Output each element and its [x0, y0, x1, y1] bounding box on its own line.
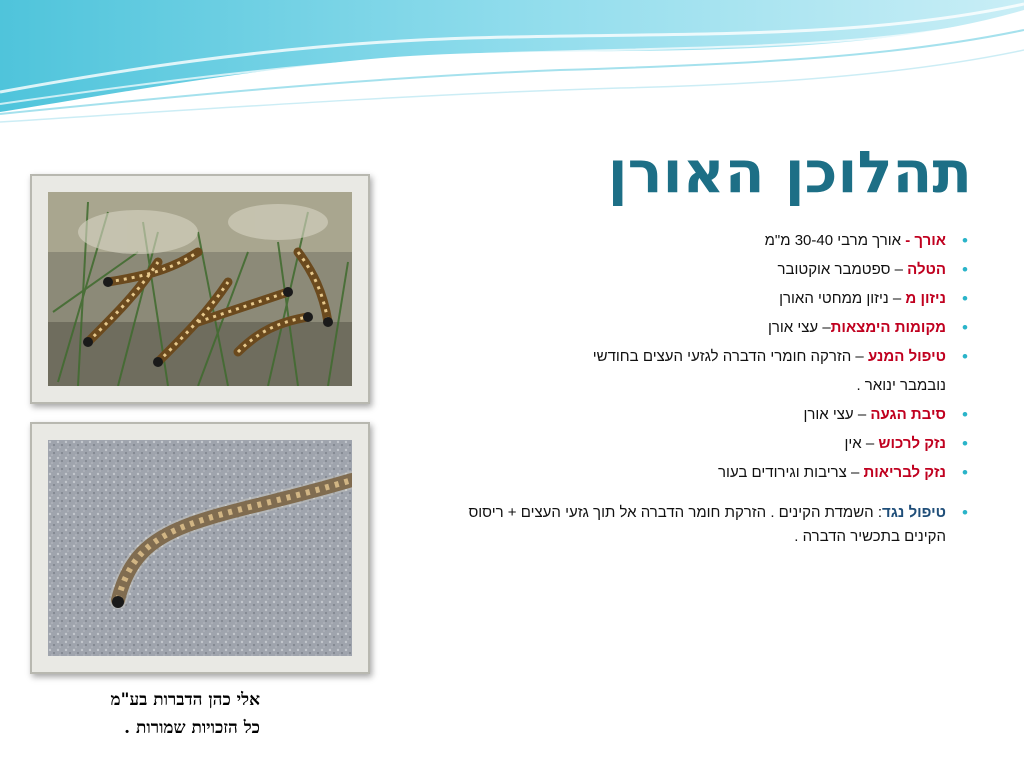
- item-text: – עצי אורן: [767, 319, 831, 336]
- list-item: [426, 400, 946, 429]
- item-text: – ספטמבר אוקטובר: [777, 261, 908, 278]
- item-key: אורך -: [901, 232, 946, 249]
- item-key: נזק לבריאות: [863, 464, 946, 481]
- item-text: – צריבות וגירודים בעור: [718, 464, 864, 481]
- credit-rights: כל הזכויות שמורות .: [124, 718, 260, 738]
- page-title: תהלוכן האורן: [607, 138, 972, 206]
- item-key: נזק לרכוש: [878, 435, 946, 452]
- item-key: הטלה: [907, 261, 946, 278]
- header-wave-decoration: [0, 0, 1024, 130]
- item-key: טיפול נגד: [882, 504, 946, 521]
- item-key: מקומות הימצאות: [830, 319, 946, 336]
- caterpillars-on-pine-image: [48, 192, 352, 386]
- list-item: [426, 429, 946, 458]
- list-item: [426, 255, 946, 284]
- list-item: [426, 458, 946, 487]
- list-item: [426, 342, 946, 371]
- item-text: נובמבר ינואר .: [856, 377, 946, 394]
- list-item: [426, 226, 946, 255]
- item-text: – אין: [844, 435, 879, 452]
- credit-company: אלי כהן הדברות בע"מ: [110, 690, 260, 710]
- item-key: ניזון מ: [905, 290, 946, 307]
- item-text: – הזרקה חומרי הדברה לגזעי העצים בחודשי: [592, 348, 868, 365]
- caterpillar-procession-image: [48, 440, 352, 656]
- list-item-continuation: [426, 371, 946, 400]
- item-text: אורך מרבי 30-40 מ"מ: [764, 232, 902, 249]
- copyright-credit: [30, 686, 260, 742]
- caterpillars-nest-photo: [30, 174, 370, 404]
- caterpillar-procession-photo: [30, 422, 370, 674]
- bullet-list: [426, 226, 946, 549]
- item-text: : השמדת הקינים . הזרקת חומר הדברה אל תוך גזעי העצים + ריסוס הקינים בתכשיר הדברה .: [468, 504, 946, 545]
- list-item: [426, 313, 946, 342]
- item-text: – ניזון ממחטי האורן: [779, 290, 906, 307]
- item-key: טיפול המנע: [867, 348, 946, 365]
- list-item: [426, 501, 946, 549]
- list-item: [426, 284, 946, 313]
- item-text: – עצי אורן: [803, 406, 871, 423]
- item-key: סיבת הגעה: [870, 406, 946, 423]
